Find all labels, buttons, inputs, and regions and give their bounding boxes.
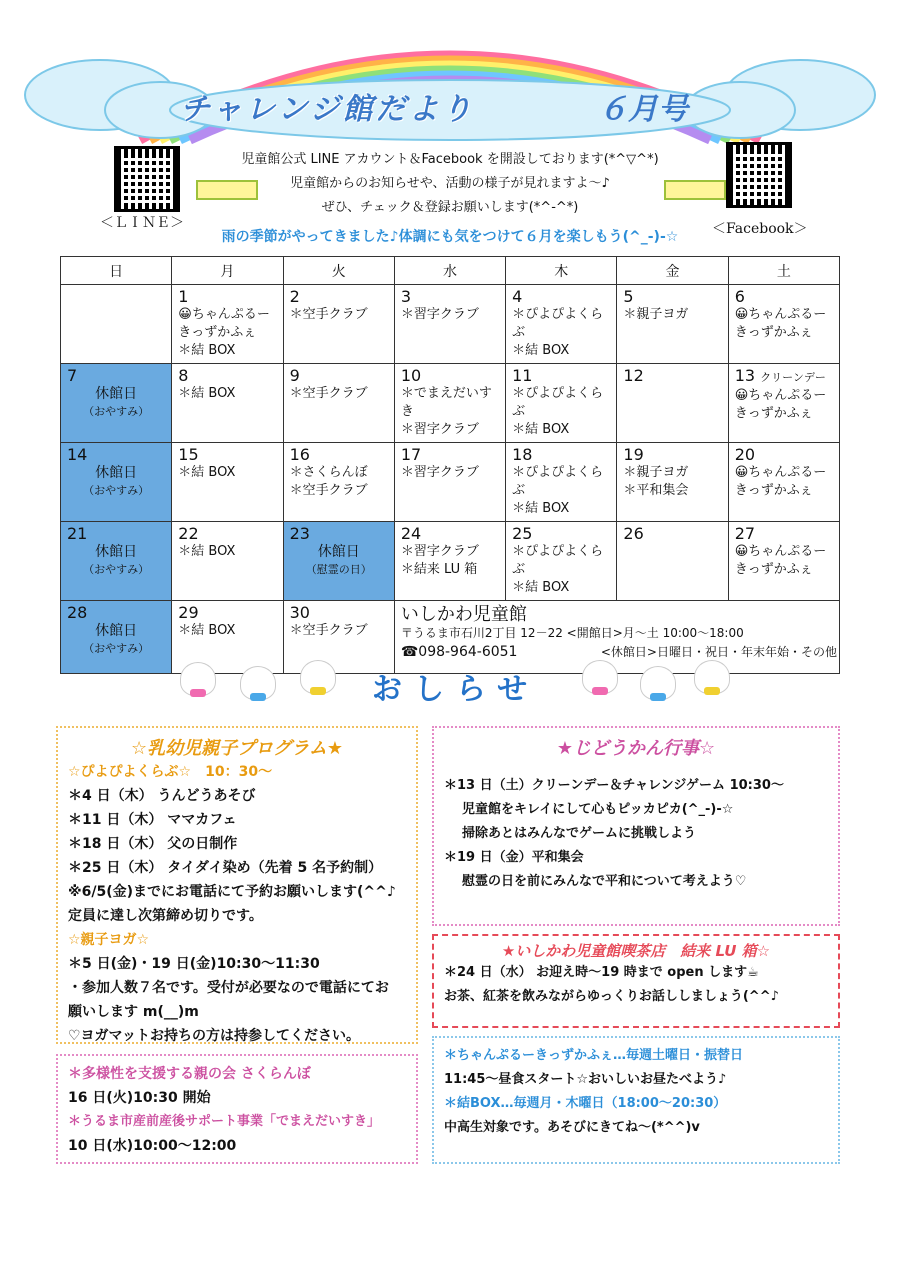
calendar-day-cell [61, 522, 172, 601]
activity-item: ＊平和集会 [623, 483, 689, 498]
day-number: 2 [289, 287, 300, 306]
activity-item: ＊習字クラブ [400, 465, 479, 480]
calendar-day-cell [617, 285, 728, 364]
monthly-calendar [60, 256, 840, 674]
events-title: ★じどうかん行事☆ [556, 738, 716, 759]
day-number: 4 [512, 287, 523, 306]
calendar-day-cell [172, 522, 283, 601]
calendar-day-cell [617, 522, 728, 601]
piyo-item: ＊25 日（木） タイダイ染め（先着 5 名予約制） [68, 860, 383, 876]
activity-item: ＊でまえだいすき [400, 386, 492, 419]
center-address: 〒うるま市石川2丁目 12－22 <開館日>月～土 10:00～18:00 [400, 626, 744, 640]
calendar-day-cell [172, 443, 283, 522]
center-closed-days: <休館日>日曜日・祝日・年末年始・その他 [600, 645, 837, 659]
day-number: 29 [178, 603, 199, 622]
day-number: 15 [178, 445, 199, 464]
holiday-label: 休館日 [95, 465, 138, 481]
calendar-day-cell [61, 364, 172, 443]
day-number: 1 [178, 287, 189, 306]
day-number: 5 [623, 287, 634, 306]
activity-item: 😀ちゃんぷるー [734, 388, 827, 403]
activity-item: ＊さくらんぼ [289, 465, 368, 480]
holiday-sub-label: （おやすみ） [83, 405, 150, 418]
yoga-item: 願いします m(__)m [68, 1004, 199, 1020]
piyo-heading: ☆ぴよぴよくらぶ☆ 10：30～ [68, 764, 273, 780]
activity-item: ＊ぴよぴよくらぶ [512, 465, 604, 498]
yui-box-line: 中高生対象です。あそびにきてね～(*^^)v [444, 1120, 700, 1135]
teru-teru-bozu-icon [694, 660, 730, 694]
day-number: 28 [67, 603, 88, 622]
activity-item: きっずかふぇ [178, 325, 257, 340]
yoga-item: ♡ヨガマットお持ちの方は持参してください。 [68, 1028, 360, 1044]
center-phone[interactable]: ☎098-964-6051 [400, 644, 518, 660]
holiday-sub-label: （おやすみ） [83, 484, 150, 497]
day-number: 18 [512, 445, 533, 464]
calendar-day-cell [172, 285, 283, 364]
activity-item: ＊ぴよぴよくらぶ [512, 386, 604, 419]
champuru-line: 11:45～昼食スタート☆おいしいお昼たべよう♪ [444, 1072, 727, 1087]
calendar-day-cell [394, 364, 505, 443]
weekday-header: 木 [506, 257, 617, 285]
calendar-day-cell [506, 364, 617, 443]
cafe-box [432, 934, 840, 1028]
calendar-day-cell [61, 285, 172, 364]
weekday-header: 金 [617, 257, 728, 285]
teru-teru-bozu-icon [300, 660, 336, 694]
activity-item: 😀ちゃんぷるー [178, 307, 270, 322]
calendar-day-cell [283, 285, 394, 364]
parents-line: ＊うるま市産前産後サポート事業「でまえだいすき」 [68, 1114, 381, 1129]
day-number: 12 [623, 366, 644, 385]
piyo-note: 定員に達し次第締め切りです。 [68, 908, 263, 924]
parents-line: ＊多様性を支援する親の会 さくらんぼ [68, 1066, 311, 1082]
holiday-label: 休館日 [95, 544, 138, 560]
day-number: 22 [178, 524, 199, 543]
oshirase-heading: おしらせ [372, 672, 540, 707]
day-number: 30 [289, 603, 310, 622]
teru-teru-bozu-icon [640, 666, 676, 700]
calendar-day-cell [61, 443, 172, 522]
events-box [432, 726, 840, 926]
line-qr-code[interactable] [114, 146, 180, 212]
holiday-label: 休館日 [95, 386, 138, 402]
activity-item: ＊結 BOX [178, 623, 236, 638]
holiday-sub-label: （慰霊の日） [305, 563, 372, 576]
intro-text: 児童館公式 LINE アカウント＆Facebook を開設しております(*^▽^*) 児童館からのお知らせや、活動の様子が見れますよ～♪ ぜひ、チェック＆登録お願いします(*^-^*) [241, 152, 659, 215]
weekday-header: 月 [172, 257, 283, 285]
yui-box-line: ＊結BOX…毎週月・木曜日（18:00～20:30） [444, 1096, 727, 1111]
day-number: 23 [289, 524, 310, 543]
day-number: 14 [67, 445, 88, 464]
day-number: 26 [623, 524, 644, 543]
calendar-day-cell [728, 443, 839, 522]
weekday-header: 土 [728, 257, 839, 285]
holiday-label: 休館日 [95, 623, 138, 639]
calendar-day-cell [394, 522, 505, 601]
activity-item: ＊習字クラブ [400, 307, 479, 322]
calendar-day-cell [506, 443, 617, 522]
infant-program-box [56, 726, 418, 1044]
day-number: 20 [734, 445, 756, 464]
calendar-day-cell [61, 601, 172, 674]
cafe-title: ★いしかわ児童館喫茶店 結来 LU 箱☆ [501, 942, 771, 960]
activity-item: ＊結 BOX [512, 422, 570, 437]
calendar-day-cell [728, 522, 839, 601]
weekday-header: 水 [394, 257, 505, 285]
center-name: いしかわ児童館 [400, 604, 527, 625]
champuru-line: ＊ちゃんぷるーきっずかふぇ…毎週土曜日・振替日 [444, 1048, 744, 1063]
line-label: ＜ＬＩＮＥ＞ [100, 215, 184, 231]
event-line: 慰霊の日を前にみんなで平和について考えよう♡ [462, 874, 747, 889]
facebook-qr-code[interactable] [726, 142, 792, 208]
activity-item: ＊結 BOX [512, 501, 570, 516]
day-note: クリーンデー [760, 371, 826, 384]
activity-item: ＊ぴよぴよくらぶ [512, 307, 604, 340]
rainy-season-message: 雨の季節がやってきました♪体調にも気をつけて６月を楽しもう(^_-)-☆ [221, 229, 679, 245]
day-number: 19 [623, 445, 644, 464]
calendar-day-cell [283, 443, 394, 522]
cafe-line: ＊24 日（水） お迎え時～19 時まで open します☕ [444, 965, 759, 980]
calendar-day-cell [506, 285, 617, 364]
activity-item: ＊結 BOX [178, 465, 236, 480]
calendar-day-cell [283, 522, 394, 601]
day-number: 27 [734, 524, 756, 543]
activity-item: 😀ちゃんぷるー [734, 307, 827, 322]
piyo-item: ＊18 日（木） 父の日制作 [68, 836, 238, 852]
newsletter-title: チャレンジ館だより [180, 92, 475, 127]
infant-program-title: ☆乳幼児親子プログラム★ [130, 738, 344, 759]
activity-item: 😀ちゃんぷるー [734, 465, 827, 480]
champuru-box [432, 1036, 840, 1164]
teru-teru-bozu-icon [582, 660, 618, 694]
calendar-day-cell [283, 601, 394, 674]
yoga-heading: ☆親子ヨガ☆ [68, 932, 150, 948]
day-number: 11 [512, 366, 533, 385]
calendar-day-cell [394, 443, 505, 522]
yoga-item: ＊5 日(金)・19 日(金)10:30～11:30 [68, 956, 320, 972]
day-number: 3 [400, 287, 412, 306]
facebook-label: ＜Facebook＞ [712, 221, 808, 237]
newsletter-month: ６月号 [598, 92, 688, 127]
day-number: 7 [67, 366, 78, 385]
parents-line: 16 日(火)10:30 開始 [68, 1090, 211, 1106]
weekday-header: 火 [283, 257, 394, 285]
event-line: 掃除あとはみんなでゲームに挑戦しよう [462, 826, 697, 841]
activity-item: ＊ぴよぴよくらぶ [512, 544, 604, 577]
weekday-header: 日 [61, 257, 172, 285]
calendar-day-cell [172, 364, 283, 443]
cafe-line: お茶、紅茶を飲みながらゆっくりお話ししましょう(^^♪ [444, 989, 779, 1004]
activity-item: ＊結 BOX [512, 343, 570, 358]
activity-item: ＊親子ヨガ [623, 307, 689, 322]
activity-item: きっずかふぇ [734, 562, 813, 577]
day-number: 10 [400, 366, 422, 385]
activity-item: ＊空手クラブ [289, 307, 368, 322]
calendar-day-cell [172, 601, 283, 674]
activity-item: きっずかふぇ [734, 483, 813, 498]
day-number: 16 [289, 445, 310, 464]
activity-item: きっずかふぇ [734, 406, 813, 421]
activity-item: ＊親子ヨガ [623, 465, 689, 480]
day-number: 24 [400, 524, 422, 543]
activity-item: ＊結 BOX [178, 343, 236, 358]
calendar-day-cell [506, 522, 617, 601]
calendar-day-cell [728, 285, 839, 364]
day-number: 8 [178, 366, 189, 385]
piyo-item: ＊11 日（木） ママカフェ [68, 812, 237, 828]
day-number: 6 [734, 287, 745, 306]
day-number: 25 [512, 524, 533, 543]
activity-item: ＊結 BOX [178, 544, 236, 559]
parents-line: 10 日(水)10:00～12:00 [68, 1138, 237, 1154]
calendar-day-cell [617, 443, 728, 522]
holiday-sub-label: （おやすみ） [83, 563, 150, 576]
activity-item: ＊空手クラブ [289, 483, 368, 498]
piyo-item: ＊4 日（木） うんどうあそび [68, 788, 256, 804]
holiday-label: 休館日 [317, 544, 360, 560]
activity-item: ＊結来 LU 箱 [400, 562, 478, 577]
teru-teru-bozu-icon [240, 666, 276, 700]
activity-item: ＊空手クラブ [289, 623, 368, 638]
event-line: 児童館をキレイにして心もピッカピカ(^_-)-☆ [462, 802, 734, 817]
calendar-day-cell [394, 285, 505, 364]
activity-item: ＊結 BOX [512, 580, 570, 595]
yoga-item: ・参加人数７名です。受付が必要なので電話にてお [68, 980, 389, 996]
teru-teru-bozu-icon [180, 662, 216, 696]
activity-item: ＊結 BOX [178, 386, 236, 401]
address-cell [394, 601, 839, 674]
day-number: 21 [67, 524, 88, 543]
activity-item: ＊空手クラブ [289, 386, 368, 401]
piyo-note: ※6/5(金)までにお電話にて予約お願いします(^^♪ [68, 884, 396, 900]
calendar-day-cell [728, 364, 839, 443]
day-number: 9 [289, 366, 300, 385]
activity-item: 😀ちゃんぷるー [734, 544, 827, 559]
parents-support-box [56, 1054, 418, 1164]
activity-item: きっずかふぇ [734, 325, 813, 340]
activity-item: ＊習字クラブ [400, 422, 479, 437]
activity-item: ＊習字クラブ [400, 544, 479, 559]
holiday-sub-label: （おやすみ） [83, 642, 150, 655]
day-number: 13 [734, 366, 756, 385]
day-number: 17 [400, 445, 422, 464]
event-line: ＊13 日（土）クリーンデー＆チャレンジゲーム 10:30～ [444, 778, 784, 793]
event-line: ＊19 日（金）平和集会 [444, 850, 584, 865]
calendar-day-cell [283, 364, 394, 443]
calendar-day-cell [617, 364, 728, 443]
